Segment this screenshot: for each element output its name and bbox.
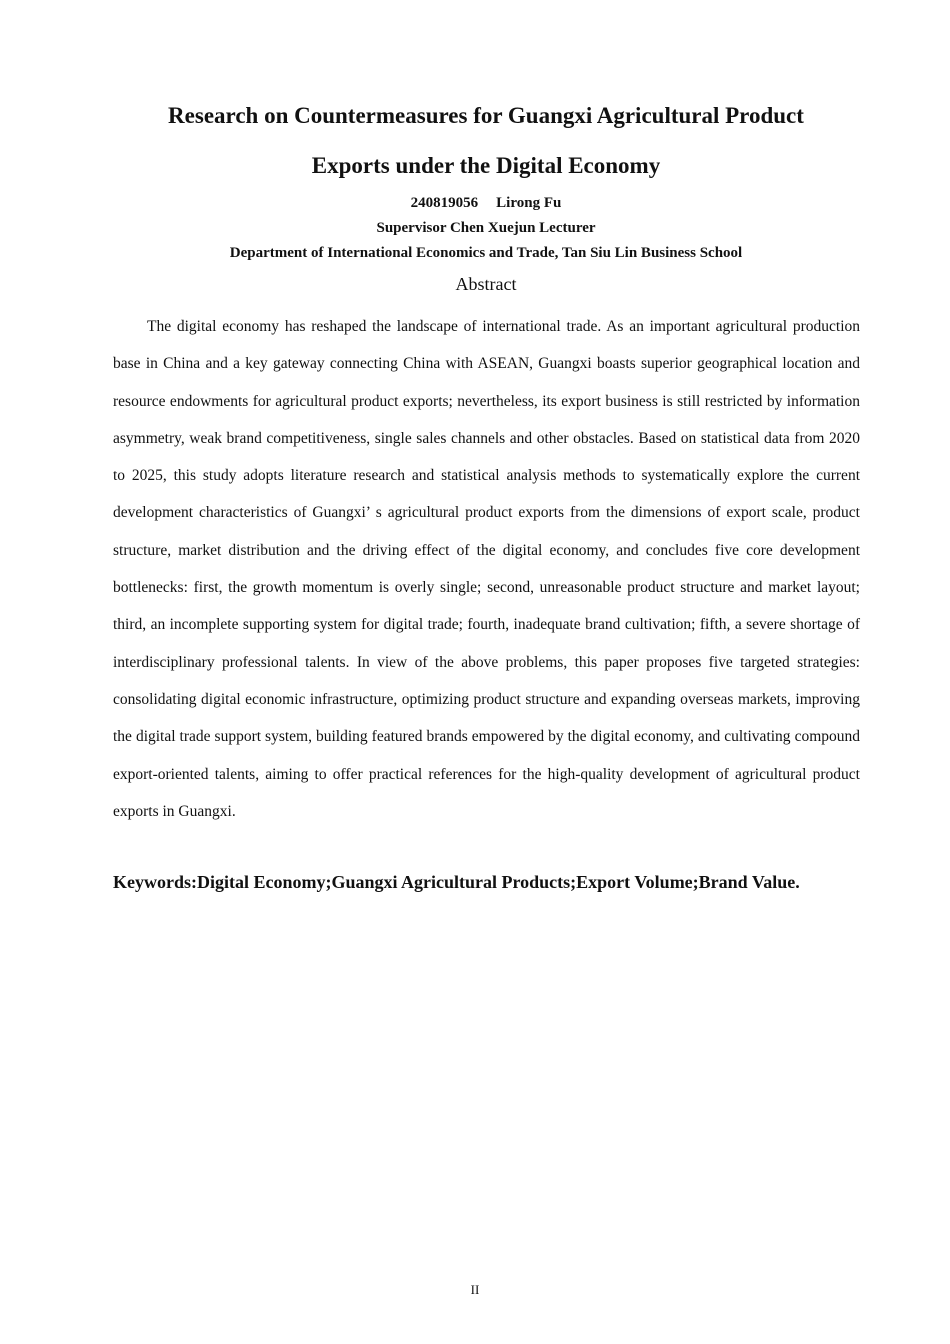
abstract-heading: Abstract — [455, 274, 517, 294]
department-line: Department of International Economics and Trade, Tan Siu Lin Business School — [229, 245, 743, 261]
supervisor-line: Supervisor Chen Xuejun Lecturer — [376, 220, 596, 236]
page-number: II — [470, 1282, 480, 1297]
author-line — [110, 193, 862, 213]
paper-title-line-1: Research on Countermeasures for Guangxi Agricultural Product — [168, 103, 804, 128]
keywords-line: Keywords:Digital Economy;Guangxi Agricultural Products;Export Volume;Brand Value. — [113, 872, 800, 892]
paper-title-line-2: Exports under the Digital Economy — [311, 153, 661, 178]
author-name: Lirong Fu — [496, 195, 562, 211]
abstract-body: The digital economy has reshaped the landscape of international trade. As an important agricultural production base in China and a key gateway connecting China with ASEAN, Guangxi boasts superior geographical location and resource endowments for agricultural product exports; nevertheless, its export business is still restricted by information asymmetry, weak brand competitiveness, single sales channels and other obstacles. Based on statistical data from 2020 to 2025, this study adopts literature research and statistical analysis methods to systematically explore the current development characteristics of Guangxi’ s agricultural product exports from the dimensions of export scale, product structure, market distribution and the driving effect of the digital economy, and concludes five core development bottlenecks: first, the growth momentum is overly single; second, unreasonable product structure and market layout; third, an incomplete supporting system for digital trade; fourth, inadequate brand cultivation; fifth, a severe shortage of interdisciplinary professional talents. In view of the above problems, this paper proposes five targeted strategies: consolidating digital economic infrastructure, optimizing product structure and expanding overseas markets, improving the digital trade support system, building featured brands empowered by the digital economy, and cultivating compound export-oriented talents, aiming to offer practical references for the high-quality development of agricultural product exports in Guangxi. — [113, 318, 860, 820]
student-id: 240819056 — [410, 195, 479, 211]
